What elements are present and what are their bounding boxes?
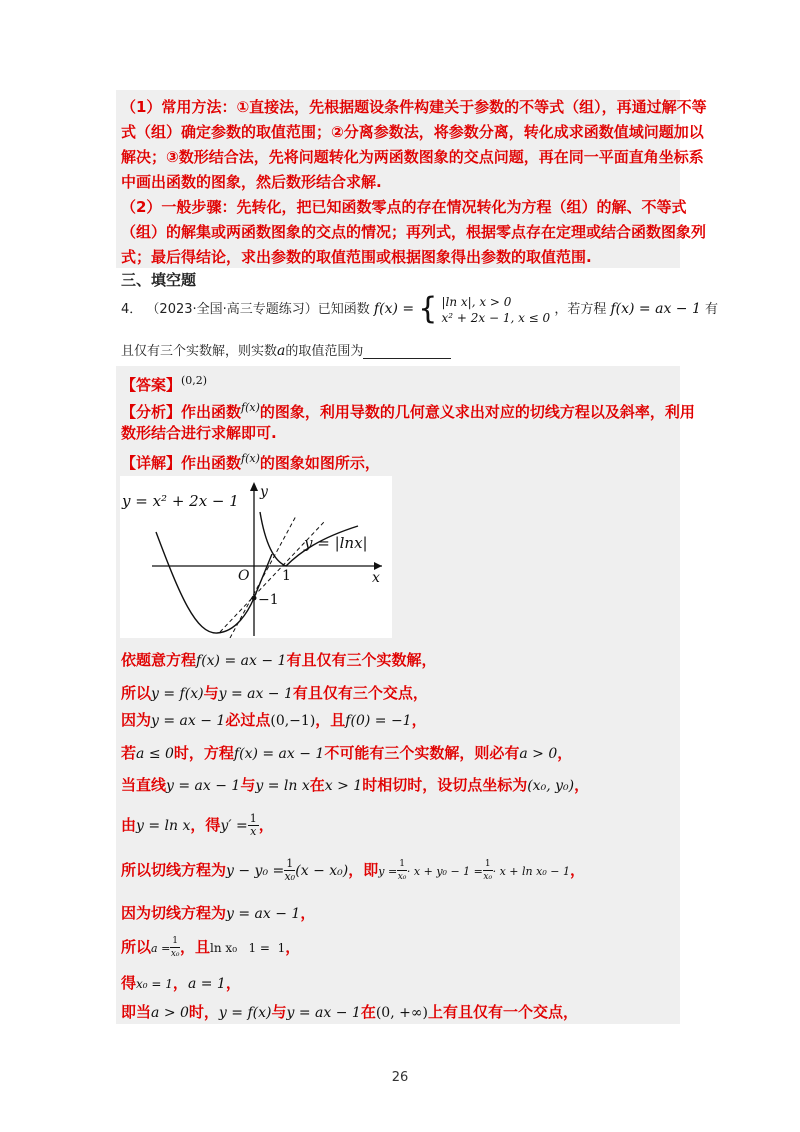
step-9-frac-den: x₀ [170, 949, 180, 959]
step-11-math-2: y = f(x) [218, 1005, 272, 1021]
method-line-7: 式；最后得结论，求出参数的取值范围或根据图象得出参数的取值范围. [121, 248, 592, 266]
step-7-text-c: ， [569, 861, 585, 879]
question-number: 4． [121, 302, 143, 317]
method-line-3: 解决；③数形结合法，先将问题转化为两函数图象的交点问题，再在同一平面直角坐标系 [121, 148, 704, 166]
answer-blank [363, 344, 451, 359]
step-11-text-b: 时， [188, 1003, 219, 1021]
step-6-fraction [248, 813, 259, 838]
step-9-text-c: ， [285, 938, 301, 956]
step-11 [121, 1001, 578, 1024]
step-7-math-4: · x + y₀ − 1 = [406, 865, 483, 878]
step-8 [121, 902, 315, 925]
answer-line [121, 370, 207, 396]
step-7-math-2: (x − x₀) [295, 863, 349, 879]
detail-text-b: 的图象如图所示， [259, 454, 380, 472]
step-3-text-b: 必过点 [225, 711, 271, 729]
step-7-frac1-den: x₀ [284, 870, 296, 883]
step-3-text-c: ，且 [315, 711, 346, 729]
question-tail: 有 [705, 302, 719, 317]
method-line-1: （1）常用方法：①直接法，先根据题设条件构建关于参数的不等式（组），再通过解不等 [121, 98, 707, 116]
step-11-text-d: 在 [360, 1003, 376, 1021]
method-line-6: （组）的解集或两函数图象的交点的情况；再列式，根据零点存在定理或结合函数图象列 [121, 223, 707, 241]
step-4 [121, 742, 572, 765]
tick-neg-one-label: −1 [258, 592, 279, 608]
step-4-text-a: 若 [121, 744, 137, 762]
step-2-math-1: y = f(x) [151, 686, 204, 702]
section-title: 三、填空题 [121, 271, 197, 289]
step-7-math-3: y = [378, 865, 398, 878]
step-7-frac3-num: 1 [484, 859, 491, 869]
step-4-math-2: f(x) = ax − 1 [233, 746, 325, 762]
function-graph [120, 476, 392, 638]
step-7-frac3-den: x₀ [483, 872, 493, 882]
step-2 [121, 682, 428, 705]
origin-label: O [238, 568, 250, 584]
point-0-neg1 [252, 596, 257, 601]
step-3-text-d: ， [411, 711, 427, 729]
step-9-fraction [170, 935, 180, 960]
step-6-frac-den: x [250, 825, 257, 838]
step-5-text-b: 与 [240, 776, 256, 794]
step-7-frac2-den: x₀ [397, 872, 407, 882]
page-number: 26 [391, 1070, 409, 1085]
question-equation: f(x) = ax − 1 [610, 301, 701, 317]
abs-ln-label: y = |lnx| [304, 534, 368, 552]
step-6-math-2: y′ = [220, 818, 248, 834]
detail-text-a: 作出函数 [181, 454, 242, 472]
step-5-math-1: y = ax − 1 [166, 778, 241, 794]
brace-symbol: { [418, 291, 438, 327]
analysis-line-2: 数形结合进行求解即可. [121, 424, 277, 442]
step-11-math-1: a > 0 [151, 1005, 189, 1021]
step-3 [121, 709, 427, 732]
step-7-text-b: ，即 [348, 861, 379, 879]
step-5-math-4: (x₀, y₀) [527, 778, 575, 794]
detail-label: 【详解】 [121, 454, 182, 472]
step-2-math-2: y = ax − 1 [218, 686, 293, 702]
step-11-math-3: y = ax − 1 [286, 1005, 361, 1021]
detail-line [121, 448, 380, 474]
method-line-2: 式（组）确定参数的取值范围；②分离参数法，将参数分离，转化成求函数值域问题加以 [121, 123, 704, 141]
analysis-text-1a: 作出函数 [181, 403, 242, 421]
step-3-math-2: (0,−1) [270, 713, 316, 729]
question-line-1 [121, 290, 718, 328]
step-3-text-a: 因为 [121, 711, 152, 729]
step-7-math-5: · x + ln x₀ − 1 [492, 865, 570, 878]
step-10-text-a: 得 [121, 974, 137, 992]
step-10-text-b: ， [172, 974, 188, 992]
step-9-frac-num: 1 [172, 936, 179, 946]
step-6-frac-num: 1 [249, 812, 257, 825]
step-2-text-b: 与 [203, 684, 219, 702]
step-9-math-2: ln x₀ 1 = 1 [210, 941, 286, 955]
step-7-fraction-3 [483, 858, 493, 883]
question-text-2a: 且仅有三个实数解，则实数 [121, 344, 278, 359]
step-2-text-a: 所以 [121, 684, 152, 702]
step-5-text-c: 在 [309, 776, 325, 794]
case-2: x² + 2x − 1, x ≤ 0 [441, 310, 551, 325]
step-7-frac2-num: 1 [399, 859, 405, 869]
step-9 [121, 930, 300, 966]
step-4-math-3: a > 0 [519, 746, 558, 762]
step-11-text-e: 上有且仅有一个交点， [427, 1003, 578, 1021]
step-7-fraction-1 [284, 858, 295, 883]
step-7-math-1: y − y₀ = [226, 863, 285, 879]
step-5-text-e: ， [574, 776, 590, 794]
step-5-text-a: 当直线 [121, 776, 167, 794]
step-6-text-c: ， [258, 816, 274, 834]
step-1-math: f(x) = ax − 1 [196, 653, 287, 669]
step-7-fraction-2 [397, 858, 407, 883]
analysis-label: 【分析】 [121, 403, 182, 421]
question-var-a: a [277, 343, 286, 359]
method-line-4: 中画出函数的图象，然后数形结合求解. [121, 173, 382, 191]
step-5-text-d: 时相切时，设切点坐标为 [362, 776, 528, 794]
y-axis-label: y [260, 484, 268, 500]
step-1-text-b: 有且仅有三个实数解， [286, 651, 437, 669]
step-11-math-4: (0, +∞) [375, 1005, 428, 1021]
step-6 [121, 808, 274, 843]
step-4-text-d: ， [557, 744, 573, 762]
step-7 [121, 853, 585, 889]
case-1: |ln x|, x > 0 [441, 294, 512, 309]
analysis-text-1b: 的图象，利用导数的几何意义求出对应的切线方程以及斜率，利用 [259, 403, 695, 421]
parabola-label: y = x² + 2x − 1 [122, 492, 239, 510]
method-line-5: （2）一般步骤：先转化，把已知函数零点的存在情况转化为方程（组）的解、不等式 [121, 198, 687, 216]
step-2-text-c: 有且仅有三个交点， [292, 684, 428, 702]
step-10 [121, 972, 241, 995]
step-3-math-3: f(0) = −1 [345, 713, 412, 729]
question-text-2b: 的取值范围为 [285, 344, 364, 359]
step-10-math-1: x₀ = 1 [136, 977, 173, 991]
answer-label: 【答案】 [121, 376, 182, 394]
question-mid: ，若方程 [554, 302, 607, 317]
step-7-frac1-num: 1 [286, 857, 294, 870]
step-5 [121, 774, 589, 797]
step-4-math-1: a ≤ 0 [136, 746, 174, 762]
step-6-text-b: ，得 [190, 816, 221, 834]
step-11-text-a: 即当 [121, 1003, 152, 1021]
step-8-text-b: ， [300, 904, 316, 922]
x-axis-label: x [372, 570, 380, 586]
detail-fx: f(x) [241, 452, 260, 465]
step-3-math-1: y = ax − 1 [151, 713, 226, 729]
step-4-text-b: 时，方程 [173, 744, 234, 762]
step-11-text-c: 与 [271, 1003, 287, 1021]
tick-one-label: 1 [282, 568, 291, 584]
step-6-math-1: y = ln x [136, 818, 191, 834]
step-1-text-a: 依题意方程 [121, 651, 197, 669]
piecewise-cases [441, 294, 550, 326]
answer-value: (0,2) [181, 374, 208, 387]
question-func: f(x) = [373, 301, 415, 317]
step-10-math-2: a = 1 [187, 976, 226, 992]
question-source: （2023·全国·高三专题练习）已知函数 [146, 302, 370, 317]
analysis-fx: f(x) [241, 401, 260, 414]
step-8-math: y = ax − 1 [226, 906, 301, 922]
step-4-text-c: 不可能有三个实数解，则必有 [324, 744, 520, 762]
analysis-line-1 [121, 397, 695, 423]
step-9-text-a: 所以 [121, 938, 152, 956]
step-9-text-b: ，且 [180, 938, 211, 956]
step-1 [121, 649, 436, 672]
step-6-text-a: 由 [121, 816, 137, 834]
step-5-math-3: x > 1 [324, 778, 363, 794]
step-8-text-a: 因为切线方程为 [121, 904, 227, 922]
step-10-text-c: ， [225, 974, 241, 992]
step-7-text-a: 所以切线方程为 [121, 861, 227, 879]
step-5-math-2: y = ln x [255, 778, 310, 794]
question-line-2 [121, 340, 451, 363]
step-9-math-1: a = [151, 942, 171, 955]
